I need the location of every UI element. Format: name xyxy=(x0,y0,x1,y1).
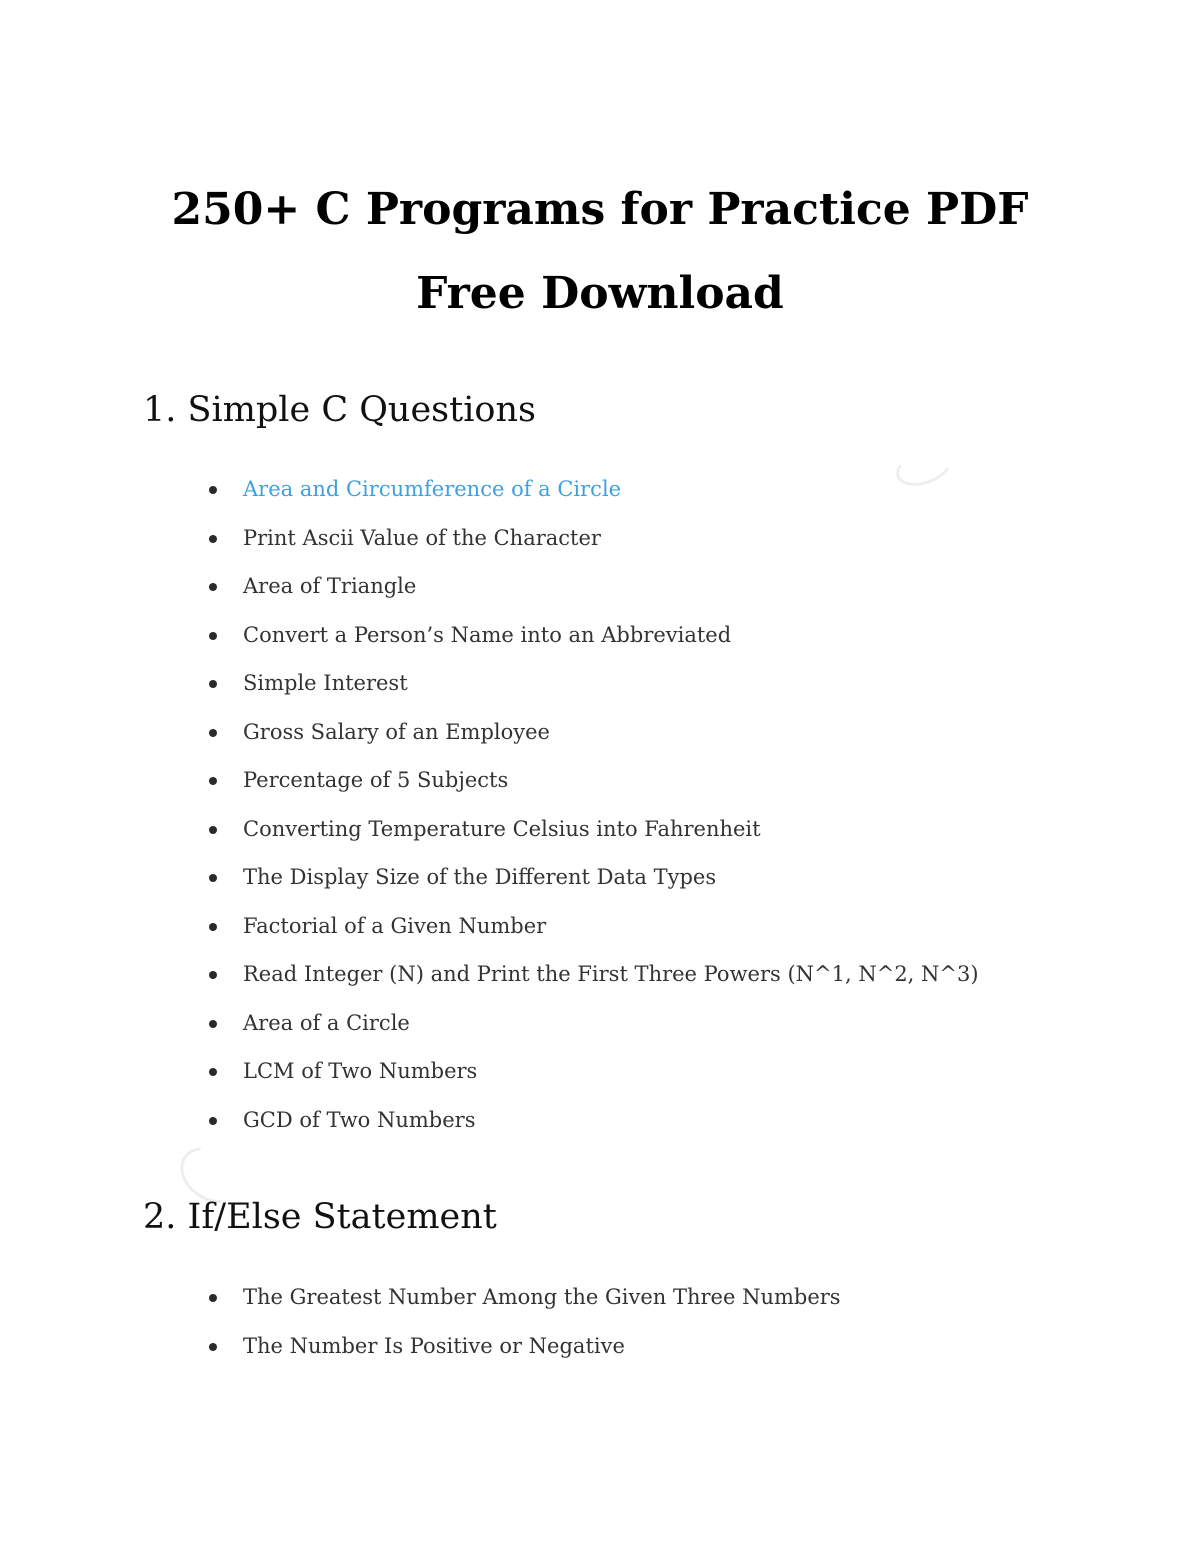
topic-label: The Number Is Positive or Negative xyxy=(243,1333,625,1358)
topic-label: The Greatest Number Among the Given Three Numbers xyxy=(243,1285,841,1309)
topic-label: Area of a Circle xyxy=(243,1010,410,1035)
bullet-icon xyxy=(209,777,217,785)
list-item xyxy=(0,709,979,758)
bullet-icon xyxy=(209,1294,217,1302)
bullet-icon xyxy=(209,1068,217,1076)
list-item[interactable] xyxy=(0,466,979,515)
bullet-icon xyxy=(209,535,217,543)
bullet-icon xyxy=(209,874,217,882)
bullet-icon xyxy=(209,680,217,688)
topic-label: Area of Triangle xyxy=(243,574,417,598)
bullet-icon xyxy=(209,632,217,640)
topic-list-simple-c-questions xyxy=(0,466,979,1145)
bullet-icon xyxy=(209,486,217,494)
topic-label: GCD of Two Numbers xyxy=(243,1107,476,1132)
topic-label: Converting Temperature Celsius into Fahrenheit xyxy=(243,816,761,841)
list-item xyxy=(0,660,979,709)
bullet-icon xyxy=(209,923,217,931)
bullet-icon xyxy=(209,1020,217,1028)
list-item xyxy=(0,612,979,661)
section-heading-simple-c-questions: 1. Simple C Questions xyxy=(143,390,536,430)
list-item xyxy=(0,1048,979,1097)
bullet-icon xyxy=(209,583,217,591)
page-title xyxy=(0,168,1200,336)
list-item xyxy=(0,515,979,564)
topic-label: Simple Interest xyxy=(243,671,408,695)
list-item xyxy=(0,903,979,952)
list-item xyxy=(0,806,979,855)
list-item xyxy=(0,1323,841,1372)
list-item xyxy=(0,1000,979,1049)
page-title-line-1: 250+ C Programs for Practice PDF xyxy=(171,184,1029,235)
list-item xyxy=(0,1274,841,1323)
bullet-icon xyxy=(209,729,217,737)
topic-label: Read Integer (N) and Print the First Three Powers (N^1, N^2, N^3) xyxy=(243,962,979,986)
list-item xyxy=(0,1097,979,1146)
list-item xyxy=(0,757,979,806)
topic-label: Print Ascii Value of the Character xyxy=(243,525,601,550)
list-item xyxy=(0,563,979,612)
section-heading-if-else-statement: 2. If/Else Statement xyxy=(143,1197,497,1237)
topic-label: Convert a Person’s Name into an Abbreviated xyxy=(243,622,732,647)
bullet-icon xyxy=(209,971,217,979)
topic-label: LCM of Two Numbers xyxy=(243,1059,478,1083)
topic-label: Gross Salary of an Employee xyxy=(243,719,550,744)
bullet-icon xyxy=(209,826,217,834)
page-title-line-2: Free Download xyxy=(416,268,784,319)
bullet-icon xyxy=(209,1343,217,1351)
topic-list-if-else-statement xyxy=(0,1274,841,1371)
topic-label: Factorial of a Given Number xyxy=(243,913,547,938)
topic-link[interactable]: Area and Circumference of a Circle xyxy=(243,477,622,501)
bullet-icon xyxy=(209,1117,217,1125)
topic-label: Percentage of 5 Subjects xyxy=(243,768,509,792)
list-item xyxy=(0,951,979,1000)
list-item xyxy=(0,854,979,903)
topic-label: The Display Size of the Different Data Types xyxy=(243,865,717,889)
